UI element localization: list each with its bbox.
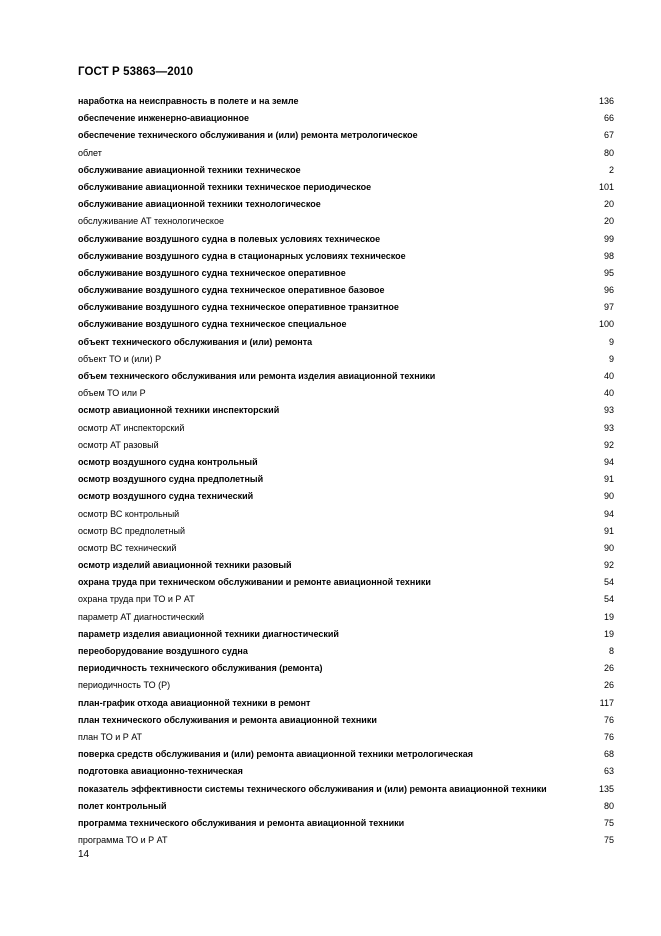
- index-term: осмотр воздушного судна предполетный: [78, 474, 264, 485]
- index-entry: [78, 730, 614, 747]
- index-page-number: 75: [603, 835, 614, 846]
- index-term: обеспечение инженерно-авиационное: [78, 113, 249, 124]
- index-entry: [78, 283, 614, 300]
- index-entry: [78, 833, 614, 850]
- index-entry: [78, 111, 614, 128]
- index-page-number: 2: [608, 164, 614, 175]
- index-term: обслуживание авиационной техники техническое: [78, 164, 301, 175]
- index-entry: [78, 644, 614, 661]
- index-entry: [78, 128, 614, 145]
- index-page-number: 92: [603, 560, 614, 571]
- index-page-number: 76: [603, 731, 614, 742]
- index-entry: [78, 558, 614, 575]
- term-index-list: [78, 94, 614, 850]
- index-page-number: 54: [603, 594, 614, 605]
- index-entry: [78, 214, 614, 231]
- index-term: параметр изделия авиационной техники диагностический: [78, 628, 339, 639]
- index-term: объект ТО и (или) Р: [78, 353, 162, 364]
- index-term: осмотр воздушного судна контрольный: [78, 456, 258, 467]
- index-entry: [78, 782, 614, 799]
- index-page-number: 8: [608, 646, 614, 656]
- index-term: объем ТО или Р: [78, 388, 146, 399]
- index-term: обслуживание воздушного судна в полевых условиях техническое: [78, 233, 381, 244]
- index-entry: [78, 352, 614, 369]
- index-entry: [78, 369, 614, 386]
- index-term: периодичность ТО (Р): [78, 680, 171, 691]
- index-entry: [78, 197, 614, 214]
- index-term: план технического обслуживания и ремонта авиационной техники: [78, 714, 377, 725]
- index-page-number: 19: [603, 628, 614, 639]
- index-page-number: 101: [598, 181, 614, 192]
- index-page-number: 136: [598, 96, 614, 106]
- index-term: программа технического обслуживания и ремонта авиационной техники: [78, 817, 405, 828]
- index-entry: [78, 438, 614, 455]
- index-entry: [78, 764, 614, 781]
- index-page-number: 90: [603, 542, 614, 553]
- index-term: наработка на неисправность в полете и на земле: [78, 96, 299, 106]
- index-page-number: 90: [603, 491, 614, 502]
- index-term: объем технического обслуживания или ремонта изделия авиационной техники: [78, 371, 436, 381]
- index-entry: [78, 249, 614, 266]
- index-term: объект технического обслуживания и (или) ремонта: [78, 336, 313, 347]
- index-page-number: 80: [603, 147, 614, 158]
- index-entry: [78, 421, 614, 438]
- index-term: осмотр ВС предполетный: [78, 525, 185, 536]
- index-entry: [78, 472, 614, 489]
- page-number: 14: [78, 849, 90, 860]
- index-term: параметр АТ диагностический: [78, 611, 205, 622]
- index-entry: [78, 403, 614, 420]
- index-term: план ТО и Р АТ: [78, 731, 143, 742]
- index-page-number: 91: [603, 525, 614, 536]
- index-page-number: 94: [603, 456, 614, 467]
- index-term: подготовка авиационно-техническая: [78, 766, 243, 777]
- document-title: ГОСТ Р 53863—2010: [78, 66, 194, 78]
- index-entry: [78, 627, 614, 644]
- index-term: обслуживание воздушного судна техническое оперативное транзитное: [78, 302, 399, 313]
- index-term: обслуживание авиационной техники технологическое: [78, 199, 321, 210]
- index-entry: [78, 747, 614, 764]
- index-entry: [78, 317, 614, 334]
- index-term: осмотр ВС контрольный: [78, 508, 180, 519]
- index-entry: [78, 386, 614, 403]
- index-term: обслуживание воздушного судна техническое оперативное базовое: [78, 285, 385, 296]
- index-page-number: 95: [603, 267, 614, 278]
- index-term: обслуживание воздушного судна техническое оперативное: [78, 267, 346, 278]
- index-page-number: 99: [603, 233, 614, 244]
- index-page-number: 26: [603, 680, 614, 691]
- index-page-number: 135: [598, 783, 614, 794]
- index-page-number: 117: [599, 697, 614, 708]
- index-page-number: 40: [603, 371, 614, 381]
- index-entry: [78, 266, 614, 283]
- index-page-number: 9: [608, 353, 614, 364]
- index-term: обслуживание АТ технологическое: [78, 216, 224, 227]
- index-entry: [78, 455, 614, 472]
- index-page-number: 63: [603, 766, 614, 777]
- index-term: план-график отхода авиационной техники в ремонт: [78, 697, 311, 708]
- index-page-number: 98: [603, 250, 614, 261]
- index-entry: [78, 180, 614, 197]
- index-entry: [78, 713, 614, 730]
- index-page-number: 20: [603, 216, 614, 227]
- index-term: обслуживание воздушного судна техническое специальное: [78, 319, 347, 330]
- index-term: облет: [78, 147, 102, 158]
- index-page-number: 26: [603, 663, 614, 674]
- index-page-number: 76: [603, 714, 614, 725]
- index-term: осмотр ВС технический: [78, 542, 177, 553]
- index-entry: [78, 696, 614, 713]
- index-page-number: 9: [608, 336, 614, 347]
- index-term: полет контрольный: [78, 800, 167, 811]
- index-entry: [78, 507, 614, 524]
- index-page-number: 67: [603, 130, 614, 141]
- index-page-number: 19: [603, 611, 614, 622]
- index-entry: [78, 610, 614, 627]
- index-term: программа ТО и Р АТ: [78, 835, 168, 846]
- index-page-number: 94: [603, 508, 614, 519]
- index-term: показатель эффективности системы технического обслуживания и (или) ремонта авиационной техники: [78, 783, 547, 794]
- index-term: переоборудование воздушного судна: [78, 646, 248, 656]
- index-entry: [78, 541, 614, 558]
- index-page-number: 97: [603, 302, 614, 313]
- index-term: обслуживание воздушного судна в стационарных условиях техническое: [78, 250, 406, 261]
- index-page-number: 40: [603, 388, 614, 399]
- index-term: охрана труда при техническом обслуживании и ремонте авиационной техники: [78, 577, 431, 588]
- index-page-number: 93: [603, 422, 614, 433]
- index-entry: [78, 816, 614, 833]
- index-term: осмотр авиационной техники инспекторский: [78, 405, 280, 416]
- index-entry: [78, 300, 614, 317]
- index-term: обеспечение технического обслуживания и (или) ремонта метрологическое: [78, 130, 418, 141]
- index-entry: [78, 94, 614, 111]
- index-page-number: 93: [603, 405, 614, 416]
- index-term: осмотр АТ инспекторский: [78, 422, 185, 433]
- index-page-number: 91: [603, 474, 614, 485]
- index-entry: [78, 799, 614, 816]
- index-page-number: 68: [603, 749, 614, 760]
- index-entry: [78, 232, 614, 249]
- index-page-number: 80: [603, 800, 614, 811]
- index-page-number: 54: [603, 577, 614, 588]
- index-term: осмотр воздушного судна технический: [78, 491, 254, 502]
- index-term: поверка средств обслуживания и (или) ремонта авиационной техники метрологическая: [78, 749, 474, 760]
- index-term: охрана труда при ТО и Р АТ: [78, 594, 195, 605]
- index-entry: [78, 146, 614, 163]
- index-page-number: 92: [603, 439, 614, 450]
- index-term: осмотр изделий авиационной техники разовый: [78, 560, 292, 571]
- index-page-number: 96: [603, 285, 614, 296]
- index-entry: [78, 575, 614, 592]
- index-term: периодичность технического обслуживания (ремонта): [78, 663, 323, 674]
- index-entry: [78, 489, 614, 506]
- index-term: осмотр АТ разовый: [78, 439, 159, 450]
- index-entry: [78, 163, 614, 180]
- index-page-number: 20: [603, 199, 614, 210]
- index-term: обслуживание авиационной техники техническое периодическое: [78, 181, 372, 192]
- index-entry: [78, 524, 614, 541]
- index-page-number: 66: [603, 113, 614, 124]
- index-page-number: 75: [603, 817, 614, 828]
- index-entry: [78, 335, 614, 352]
- index-entry: [78, 678, 614, 695]
- index-page-number: 100: [598, 319, 614, 330]
- index-entry: [78, 661, 614, 678]
- index-entry: [78, 592, 614, 609]
